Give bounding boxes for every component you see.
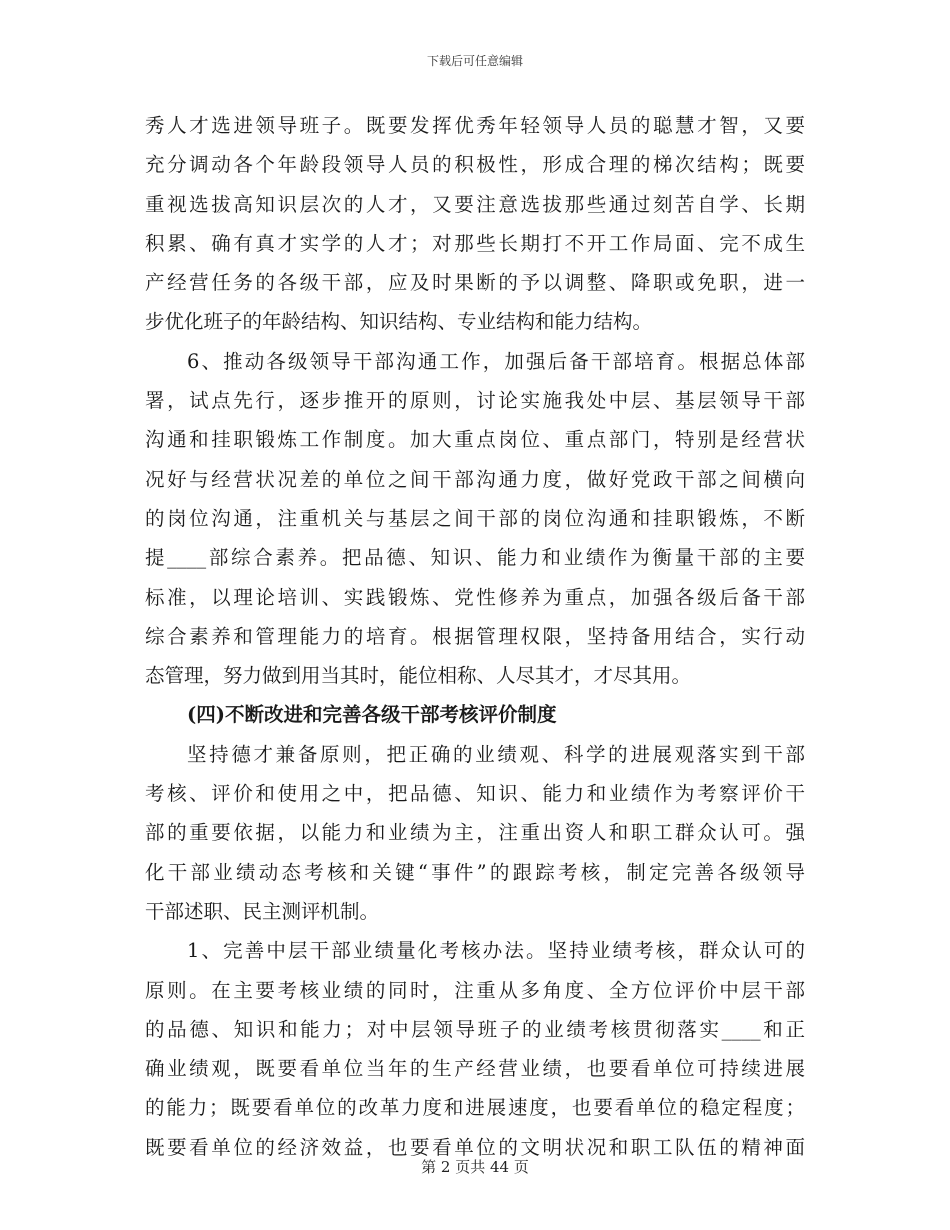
text-line: 况好与经营状况差的单位之间干部沟通力度，做好党政干部之间横向 [145,467,805,491]
text-line: 部的重要依据，以能力和业绩为主，注重出资人和职工群众认可。强 [145,821,805,845]
page-footer: 第 2 页共 44 页 [421,1158,529,1176]
text-line: 秀人才选进领导班子。既要发挥优秀年轻领导人员的聪慧才智，又要 [145,114,805,137]
text-line: 综合素养和管理能力的培育。根据管理权限，坚持备用结合，实行动 [145,624,805,648]
section-heading: (四)不断改进和完善各级干部考核评价制度 [187,703,557,727]
text-line: 干部述职、民主测评机制。 [145,899,380,923]
text-line: 坚持德才兼备原则，把正确的业绩观、科学的进展观落实到干部 [187,742,805,766]
text-line: 确业绩观，既要看单位当年的生产经营业绩，也要看单位可持续进展 [145,1057,805,1081]
text-line: 6、推动各级领导干部沟通工作，加强后备干部培育。根据总体部 [187,349,805,373]
text-line: 积累、确有真才实学的人才；对那些长期打不开工作局面、完不成生 [145,231,805,255]
page-header: 下载后可任意编辑 [426,54,523,68]
text-line: 提____部综合素养。把品德、知识、能力和业绩作为衡量干部的主要 [145,546,805,570]
document-body [145,106,805,1167]
text-line: 署，试点先行，逐步推开的原则，讨论实施我处中层、基层领导干部 [145,389,805,413]
text-line: 原则。在主要考核业绩的同时，注重从多角度、全方位评价中层干部 [145,978,805,1002]
text-line: 既要看单位的经济效益，也要看单位的文明状况和职工队伍的精神面 [145,1135,805,1159]
text-line: 步优化班子的年龄结构、知识结构、专业结构和能力结构。 [145,310,653,334]
text-line: 重视选拔高知识层次的人才，又要注意选拔那些通过刻苦自学、长期 [145,192,805,216]
text-line: 的岗位沟通，注重机关与基层之间干部的岗位沟通和挂职锻炼，不断 [145,506,805,530]
text-line: 1、完善中层干部业绩量化考核办法。坚持业绩考核，群众认可的 [187,939,805,963]
text-line: 产经营任务的各级干部，应及时果断的予以调整、降职或免职，进一 [145,271,805,295]
text-line: 充分调动各个年龄段领导人员的积极性，形成合理的梯次结构；既要 [145,153,805,177]
text-line: 考核、评价和使用之中，把品德、知识、能力和业绩作为考察评价干 [145,782,805,806]
text-line: 沟通和挂职锻炼工作制度。加大重点岗位、重点部门，特别是经营状 [145,428,805,452]
text-line: 标准，以理论培训、实践锻炼、党性修养为重点，加强各级后备干部 [145,585,805,609]
text-line: 态管理，努力做到用当其时，能位相称、人尽其才，才尽其用。 [145,664,692,688]
text-line: 化干部业绩动态考核和关键“事件”的跟踪考核，制定完善各级领导 [145,860,805,884]
text-line: 的品德、知识和能力；对中层领导班子的业绩考核贯彻落实____和正 [145,1017,805,1041]
text-line: 的能力；既要看单位的改革力度和进展速度，也要看单位的稳定程度； [145,1096,805,1120]
